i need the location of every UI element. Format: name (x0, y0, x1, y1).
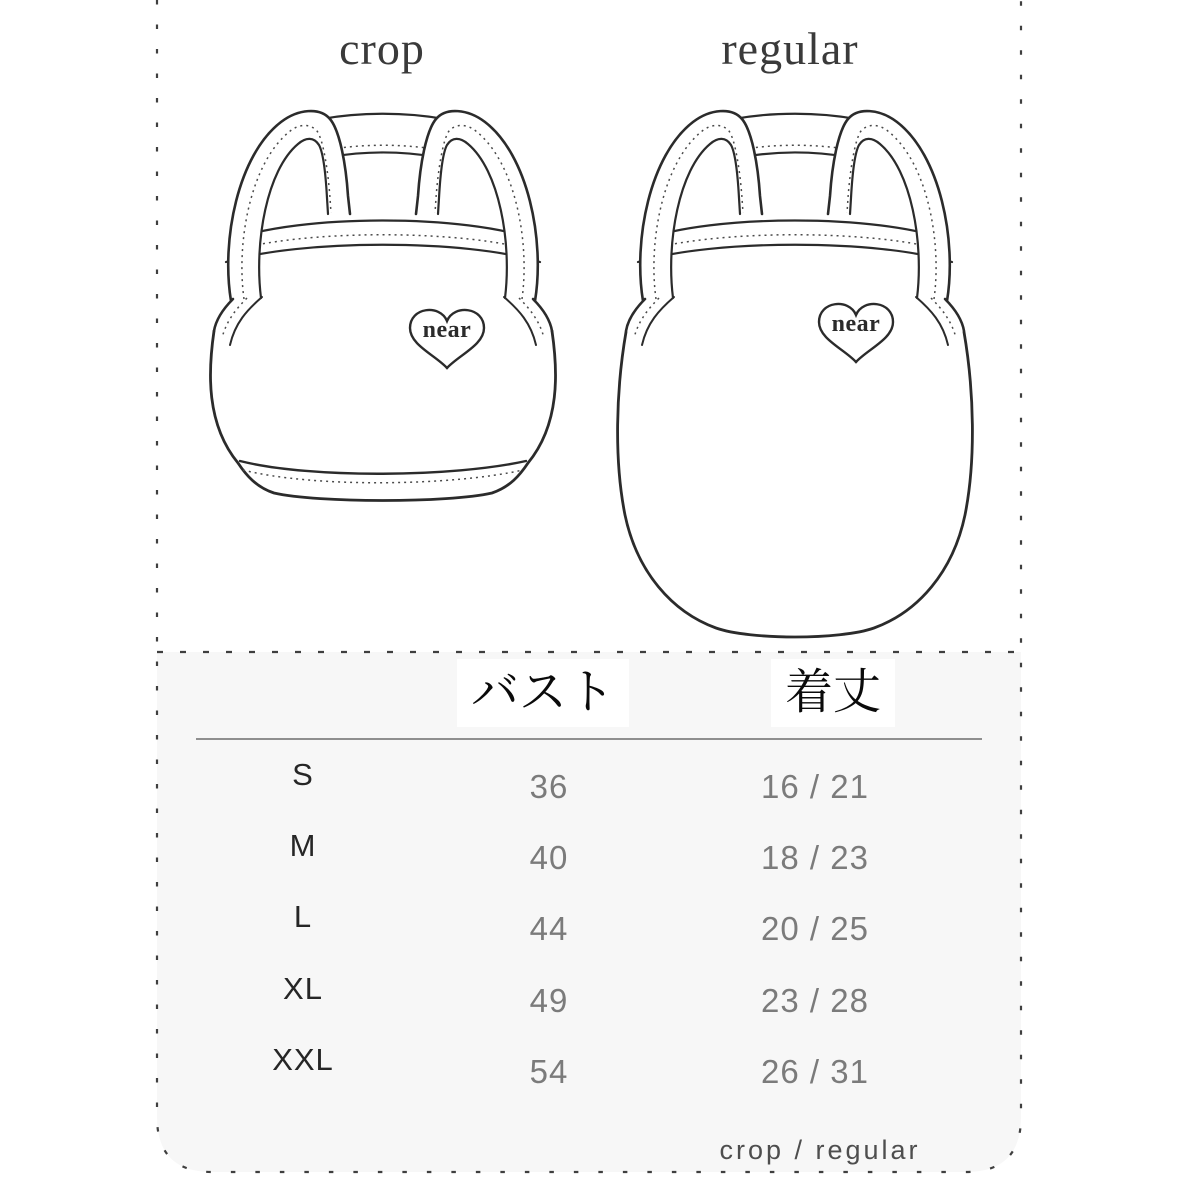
crop-garment-drawing (210, 111, 555, 500)
bust-value: 44 (529, 910, 569, 947)
regular-garment-drawing (618, 111, 973, 637)
size-label: S (292, 757, 314, 792)
size-table-panel (157, 652, 1021, 1172)
bust-value: 36 (529, 768, 569, 805)
crop-back-band-top (322, 114, 444, 119)
bust-value: 49 (529, 982, 569, 1019)
regular-back-band-bottom (742, 153, 848, 158)
size-label: XXL (272, 1042, 334, 1077)
length-value: 18 / 23 (761, 839, 869, 876)
regular-column-title: regular (721, 23, 859, 74)
size-label: XL (283, 971, 323, 1006)
regular-back-band-stitch (744, 145, 846, 149)
length-column-header: 着丈 (771, 659, 895, 727)
table-row-xl (157, 973, 1021, 1044)
length-value: 26 / 31 (761, 1053, 869, 1090)
bust-value: 54 (529, 1053, 569, 1090)
crop-back-band-bottom (330, 153, 436, 158)
size-label: M (289, 828, 317, 863)
table-row-xxl (157, 1044, 1021, 1115)
bust-column-header: バスト (457, 659, 629, 727)
size-label: L (293, 899, 313, 934)
length-value: 16 / 21 (761, 768, 869, 805)
length-value: 23 / 28 (761, 982, 869, 1019)
regular-front-band-stitch (640, 235, 950, 252)
regular-logo-text: near (831, 311, 881, 337)
table-footnote: crop / regular (719, 1135, 921, 1165)
table-row-s (157, 759, 1021, 830)
regular-body-fill (618, 258, 973, 637)
table-row-m (157, 830, 1021, 901)
length-value: 20 / 25 (761, 910, 869, 947)
crop-logo-text: near (422, 317, 472, 343)
crop-front-band-top (230, 221, 536, 241)
table-row-l (157, 901, 1021, 972)
crop-back-band-stitch (332, 145, 434, 149)
crop-front-band-stitch (228, 235, 538, 252)
header-underline (196, 738, 982, 740)
regular-back-band-top (734, 114, 856, 119)
bust-value: 40 (529, 839, 569, 876)
crop-column-title: crop (339, 23, 425, 74)
regular-front-band-top (642, 221, 948, 241)
